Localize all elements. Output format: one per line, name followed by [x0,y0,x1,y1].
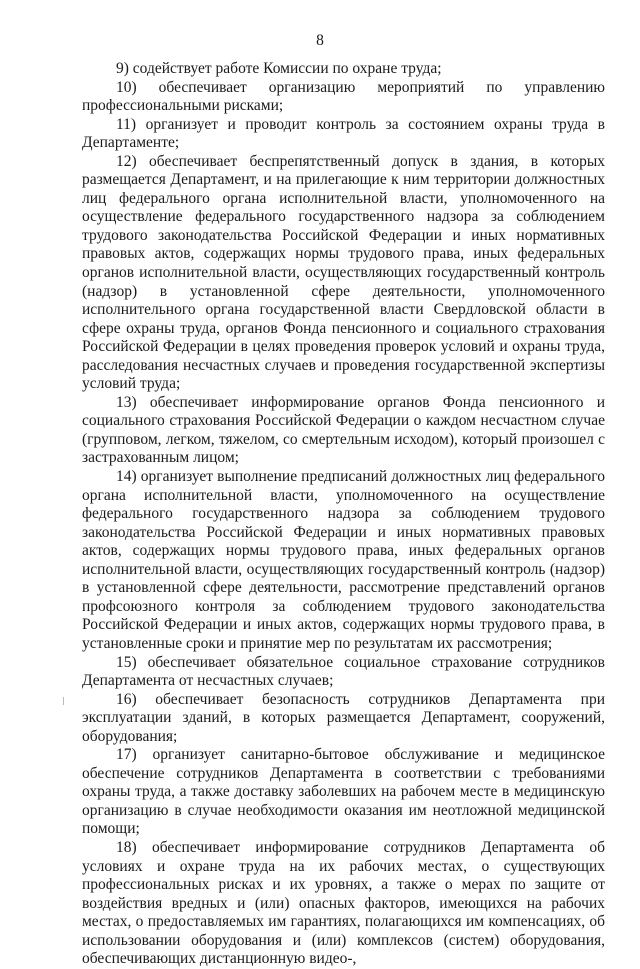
list-item-9: 9) содействует работе Комиссии по охране труда; [116,60,442,77]
list-item-17: 17) организует санитарно-бытовое обслуживание и медицинское обеспечение сотрудников Департамента в соответствии с требованиями охраны труда, а также доставку заболевших на рабочем месте в медицинскую организацию в случае необходимости оказания им неотложной медицинской помощи; [82,746,605,838]
list-item-15: 15) обеспечивает обязательное социальное страхование сотрудников Департамента от несчастных случаев; [82,653,605,690]
list-item-12: 12) обеспечивает беспрепятственный допуск в здания, в которых размещается Департамент, и на прилегающие к ним территории должностных лиц федерального органа исполнительной власти, уполномоченного на осуществление федерального государственного надзора за соблюдением трудового законодательства Российской Федерации и иных нормативных правовых актов, содержащих нормы трудового права, иных федеральных органов исполнительной власти, осуществляющих государственный контроль (надзор) в установленной сфере деятельности, уполномоченного исполнительного органа государственной власти Свердловской области в сфере охраны труда, органов Фонда пенсионного и социального страхования Российской Федерации в целях проведения проверок условий и охраны труда, расследования несчастных случаев и проведения государственной экспертизы условий труда; [82,152,605,393]
document-body [82,60,605,969]
list-item-11: 11) организует и проводит контроль за состоянием охраны труда в Департаменте; [82,115,605,152]
list-item-16: 16) обеспечивает безопасность сотрудников Департамента при эксплуатации зданий, в которых размещается Департамент, сооружений, оборудования; [82,690,605,745]
page-number: 8 [316,32,324,49]
list-item-13: 13) обеспечивает информирование органов Фонда пенсионного и социального страхования Российской Федерации о каждом несчастном случае (групповом, легком, тяжелом, со смертельным исходом), который произошел с застрахованным лицом; [82,393,605,467]
list-item-18: 18) обеспечивает информирование сотрудников Департамента об условиях и охране труда на их рабочих местах, о существующих профессиональных рисках и их уровнях, а также о мерах по защите от воздействия вредных и (или) опасных факторов, имеющихся на рабочих местах, о предоставляемых им гарантиях, полагающихся им компенсациях, об использовании оборудования и (или) комплексов (систем) оборудования, обеспечивающих дистанционную видео-, [82,838,605,968]
margin-mark [63,697,64,705]
list-item-10: 10) обеспечивает организацию мероприятий по управлению профессиональными рисками; [82,78,605,115]
list-item-14: 14) организует выполнение предписаний должностных лиц федерального органа исполнительной власти, уполномоченного на осуществление федерального государственного надзора за соблюдением трудового законодательства Российской Федерации и иных нормативных правовых актов, содержащих нормы трудового права, иных федеральных органов исполнительной власти, осуществляющих государственный контроль (надзор) в установленной сфере деятельности, рассмотрение представлений органов профсоюзного контроля за соблюдением трудового законодательства Российской Федерации и иных актов, содержащих нормы трудового права, в установленные сроки и принятие мер по результатам их рассмотрения; [82,468,605,652]
